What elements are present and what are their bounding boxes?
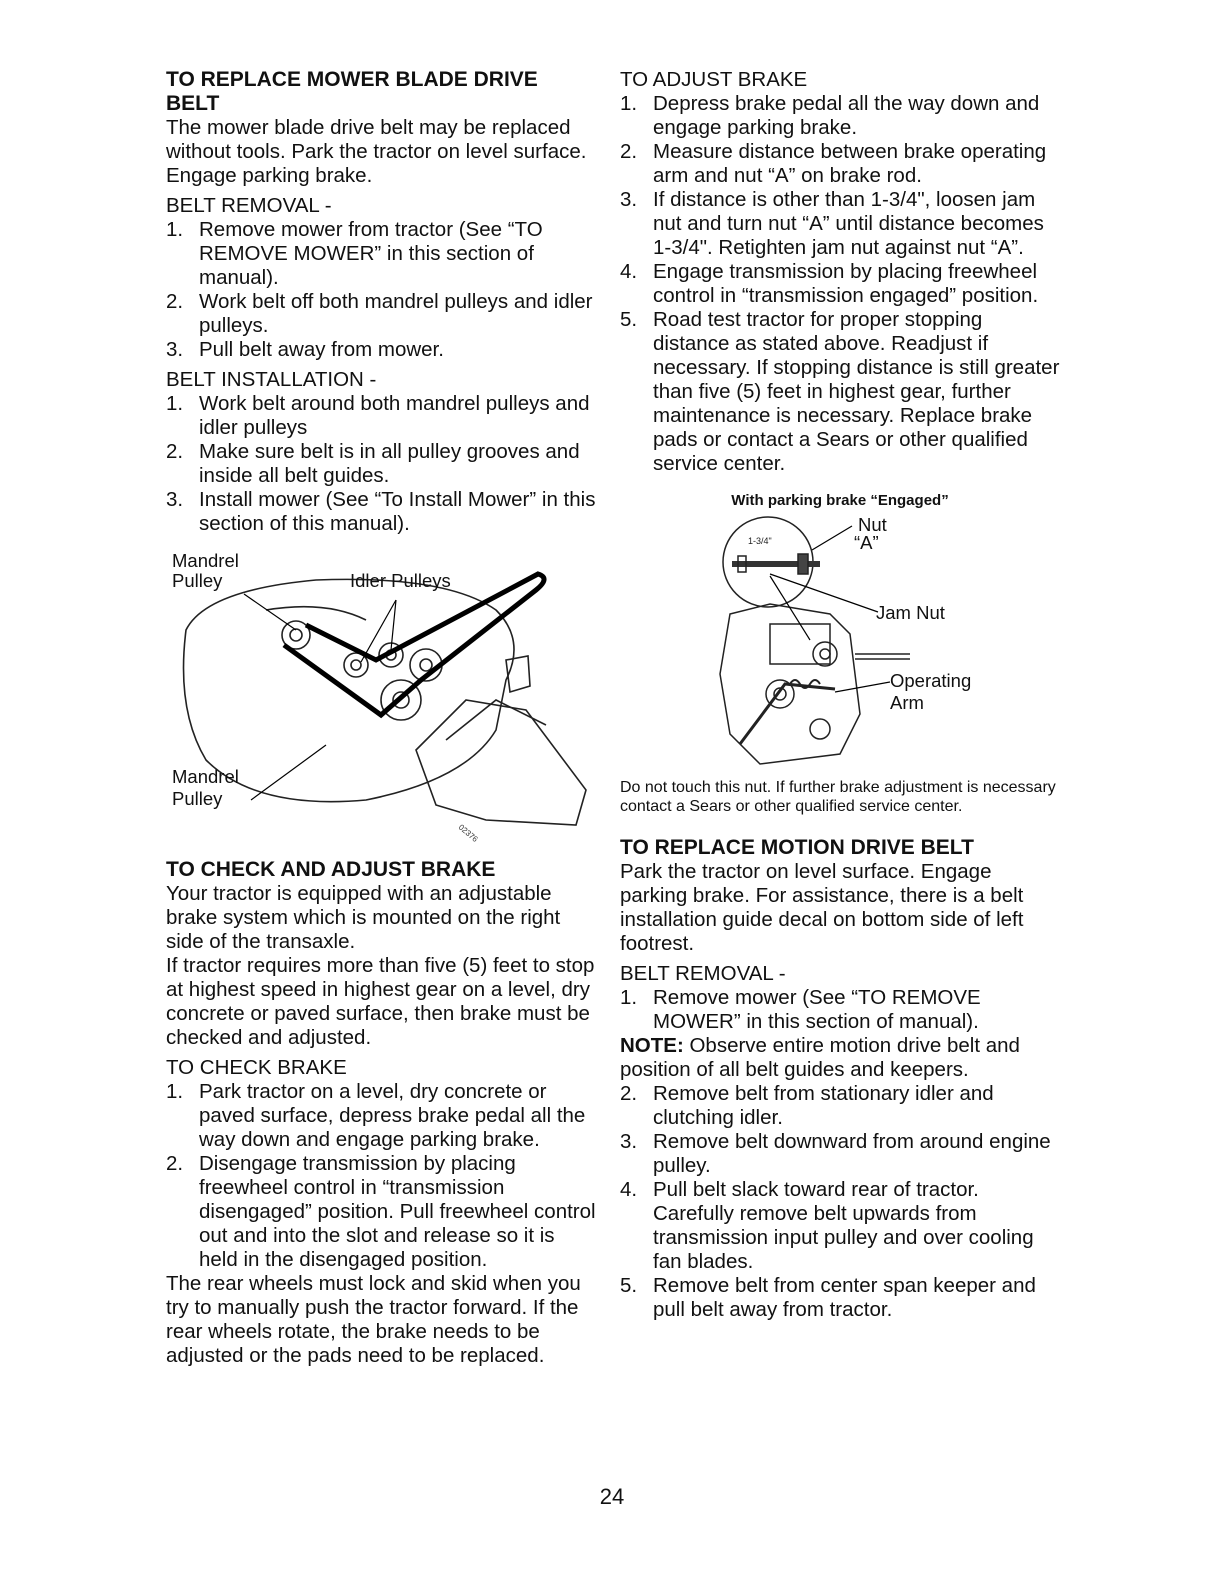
motion-drive-belt-intro: Park the tractor on level surface. Engage parking brake. For assistance, there is a belt installation guide decal on bottom side of left footrest. xyxy=(620,860,1024,955)
mandrel-pulley-top-label: Mandrel xyxy=(172,550,239,571)
brake-paragraph-1: Your tractor is equipped with an adjustable brake system which is mounted on the right side of the transaxle. xyxy=(166,882,561,953)
nut-a-label: Nut xyxy=(858,514,887,535)
blade-belt-heading: TO REPLACE MOWER BLADE DRIVE BELT xyxy=(166,68,538,115)
check-brake-steps xyxy=(166,1080,596,1272)
list-item: 1. Depress brake pedal all the way down and engage parking brake. xyxy=(620,92,1040,139)
motion-belt-note xyxy=(620,1034,1060,1082)
right-column xyxy=(620,68,1060,1322)
motion-drive-belt-heading: TO REPLACE MOTION DRIVE BELT xyxy=(620,836,974,859)
nut-a-label-2: “A” xyxy=(854,532,879,553)
motion-belt-removal-step-1 xyxy=(620,986,1060,1034)
brake-figure-note: Do not touch this nut. If further brake adjustment is necessary contact a Sears or other qualified service center. xyxy=(620,779,1056,815)
idler-pulleys-label: Idler Pulleys xyxy=(350,570,451,591)
list-item: 3. Install mower (See “To Install Mower” in this section of this manual). xyxy=(166,488,596,535)
list-item: 2. Measure distance between brake operating arm and nut “A” on brake rod. xyxy=(620,140,1047,187)
brake-figure xyxy=(620,514,1060,776)
mower-deck-figure xyxy=(166,550,596,850)
page-number: 24 xyxy=(599,1484,625,1509)
motion-belt-removal-steps xyxy=(620,1082,1060,1322)
list-item: 1. Remove mower (See “TO REMOVE MOWER” in this section of manual). xyxy=(620,986,981,1033)
brake-figure-caption: With parking brake “Engaged” xyxy=(731,492,949,509)
list-item: 1. Remove mower from tractor (See “TO REMOVE MOWER” in this section of manual). xyxy=(166,218,543,289)
list-item: 5. Remove belt from center span keeper and pull belt away from tractor. xyxy=(620,1274,1036,1321)
list-item: 3. Remove belt downward from around engine pulley. xyxy=(620,1130,1051,1177)
list-item: 4. Engage transmission by placing freewheel control in “transmission engaged” position. xyxy=(620,260,1039,307)
list-item: 3. If distance is other than 1-3/4", loosen jam nut and turn nut “A” until distance becomes 1-3/4". Retighten jam nut against nut “A”. xyxy=(620,188,1044,259)
jam-nut-label: Jam Nut xyxy=(876,602,945,623)
check-brake-heading: TO CHECK BRAKE xyxy=(166,1056,347,1079)
belt-removal-steps xyxy=(166,218,596,362)
mower-deck-illustration xyxy=(166,550,596,850)
mandrel-pulley-bottom-label-2: Pulley xyxy=(172,788,223,809)
list-item: 2. Make sure belt is in all pulley grooves and inside all belt guides. xyxy=(166,440,580,487)
motion-belt-removal-heading: BELT REMOVAL - xyxy=(620,962,786,985)
belt-installation-heading: BELT INSTALLATION - xyxy=(166,368,377,391)
brake-paragraph-2: If tractor requires more than five (5) feet to stop at highest speed in highest gear on a level, dry concrete or paved surface, then brake must be checked and adjusted. xyxy=(166,954,595,1049)
belt-removal-heading: BELT REMOVAL - xyxy=(166,194,332,217)
left-column xyxy=(166,68,596,1368)
check-brake-result: The rear wheels must lock and skid when you try to manually push the tractor forward. If the rear wheels rotate, the brake needs to be adjusted or the pads need to be replaced. xyxy=(166,1272,581,1367)
list-item: 3. Pull belt away from mower. xyxy=(166,338,444,361)
blade-belt-intro: The mower blade drive belt may be replaced without tools. Park the tractor on level surface. Engage parking brake. xyxy=(166,116,587,187)
belt-installation-steps xyxy=(166,392,596,536)
list-item: 1. Park tractor on a level, dry concrete or paved surface, depress brake pedal all the way down and engage parking brake. xyxy=(166,1080,586,1151)
list-item: 2. Remove belt from stationary idler and clutching idler. xyxy=(620,1082,994,1129)
list-item: 4. Pull belt slack toward rear of tractor. Carefully remove belt upwards from transmission input pulley and over cooling fan blades. xyxy=(620,1178,1034,1273)
note-label: NOTE: xyxy=(620,1034,684,1057)
list-item: 1. Work belt around both mandrel pulleys and idler pulleys xyxy=(166,392,590,439)
operating-arm-label: Operating xyxy=(890,670,972,691)
svg-text:02376: 02376 xyxy=(456,822,480,844)
adjust-brake-heading: TO ADJUST BRAKE xyxy=(620,68,808,91)
list-item: 2. Work belt off both mandrel pulleys and idler pulleys. xyxy=(166,290,593,337)
list-item: 5. Road test tractor for proper stopping distance as stated above. Readjust if necessary. If stopping distance is still greater than five (5) feet in highest gear, further maintenance is necessary. Replace brake pads or contact a Sears or other qualified service center. xyxy=(620,308,1060,475)
check-adjust-brake-heading: TO CHECK AND ADJUST BRAKE xyxy=(166,858,496,881)
mandrel-pulley-top-label-2: Pulley xyxy=(172,570,223,591)
operating-arm-label-2: Arm xyxy=(890,692,924,713)
note-text: Observe entire motion drive belt and position of all belt guides and keepers. xyxy=(620,1034,1020,1081)
measurement-label: 1-3/4" xyxy=(748,536,772,546)
mandrel-pulley-bottom-label: Mandrel xyxy=(172,766,239,787)
brake-assembly-illustration xyxy=(620,514,1060,776)
adjust-brake-steps xyxy=(620,92,1060,476)
list-item: 2. Disengage transmission by placing freewheel control in “transmission disengaged” position. Pull freewheel control out and into the slot and release so it is held in the disengaged position. xyxy=(166,1152,596,1271)
